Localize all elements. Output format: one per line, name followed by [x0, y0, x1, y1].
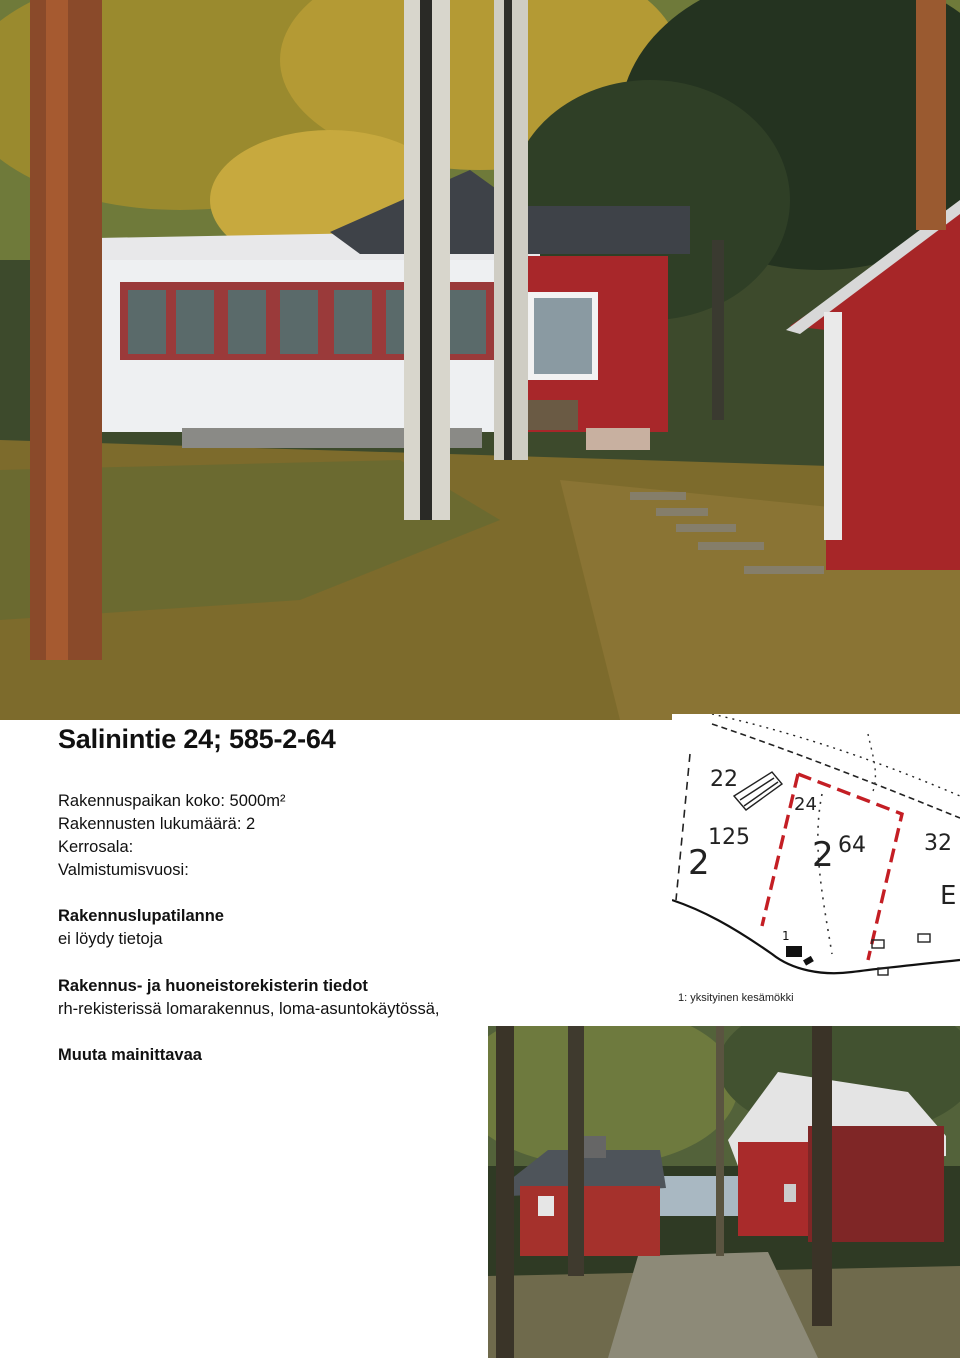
map-label: 125 — [708, 825, 750, 850]
map-label: 1 — [782, 929, 790, 943]
bottom-photo-outbuildings — [488, 1026, 960, 1358]
register-text: rh-rekisterissä lomarakennus, loma-asuntokäytössä, — [58, 1000, 440, 1018]
map-label: 64 — [838, 833, 866, 858]
register-section — [58, 975, 440, 1021]
map-label: 2 — [812, 835, 834, 875]
page-title: Salinintie 24; 585-2-64 — [58, 724, 336, 754]
map-label: 32 — [924, 831, 952, 856]
map-label: 2 — [688, 843, 710, 883]
other-heading: Muuta mainittavaa — [58, 1046, 202, 1064]
register-heading: Rakennus- ja huoneistorekisterin tiedot — [58, 977, 368, 995]
plot-map — [672, 714, 960, 986]
permit-section — [58, 905, 224, 951]
plot-size: Rakennuspaikan koko: 5000m² — [58, 792, 286, 810]
building-count: Rakennusten lukumäärä: 2 — [58, 815, 256, 833]
floor-area: Kerrosala: — [58, 838, 134, 856]
permit-heading: Rakennuslupatilanne — [58, 907, 224, 925]
property-facts — [58, 790, 285, 882]
completion-year: Valmistumisvuosi: — [58, 861, 189, 879]
other-section — [58, 1044, 202, 1067]
svg-text:E: E — [940, 881, 957, 911]
map-label: 24 — [794, 794, 817, 815]
map-caption: 1: yksityinen kesämökki — [678, 992, 794, 1004]
permit-text: ei löydy tietoja — [58, 930, 163, 948]
map-label: 22 — [710, 767, 738, 792]
